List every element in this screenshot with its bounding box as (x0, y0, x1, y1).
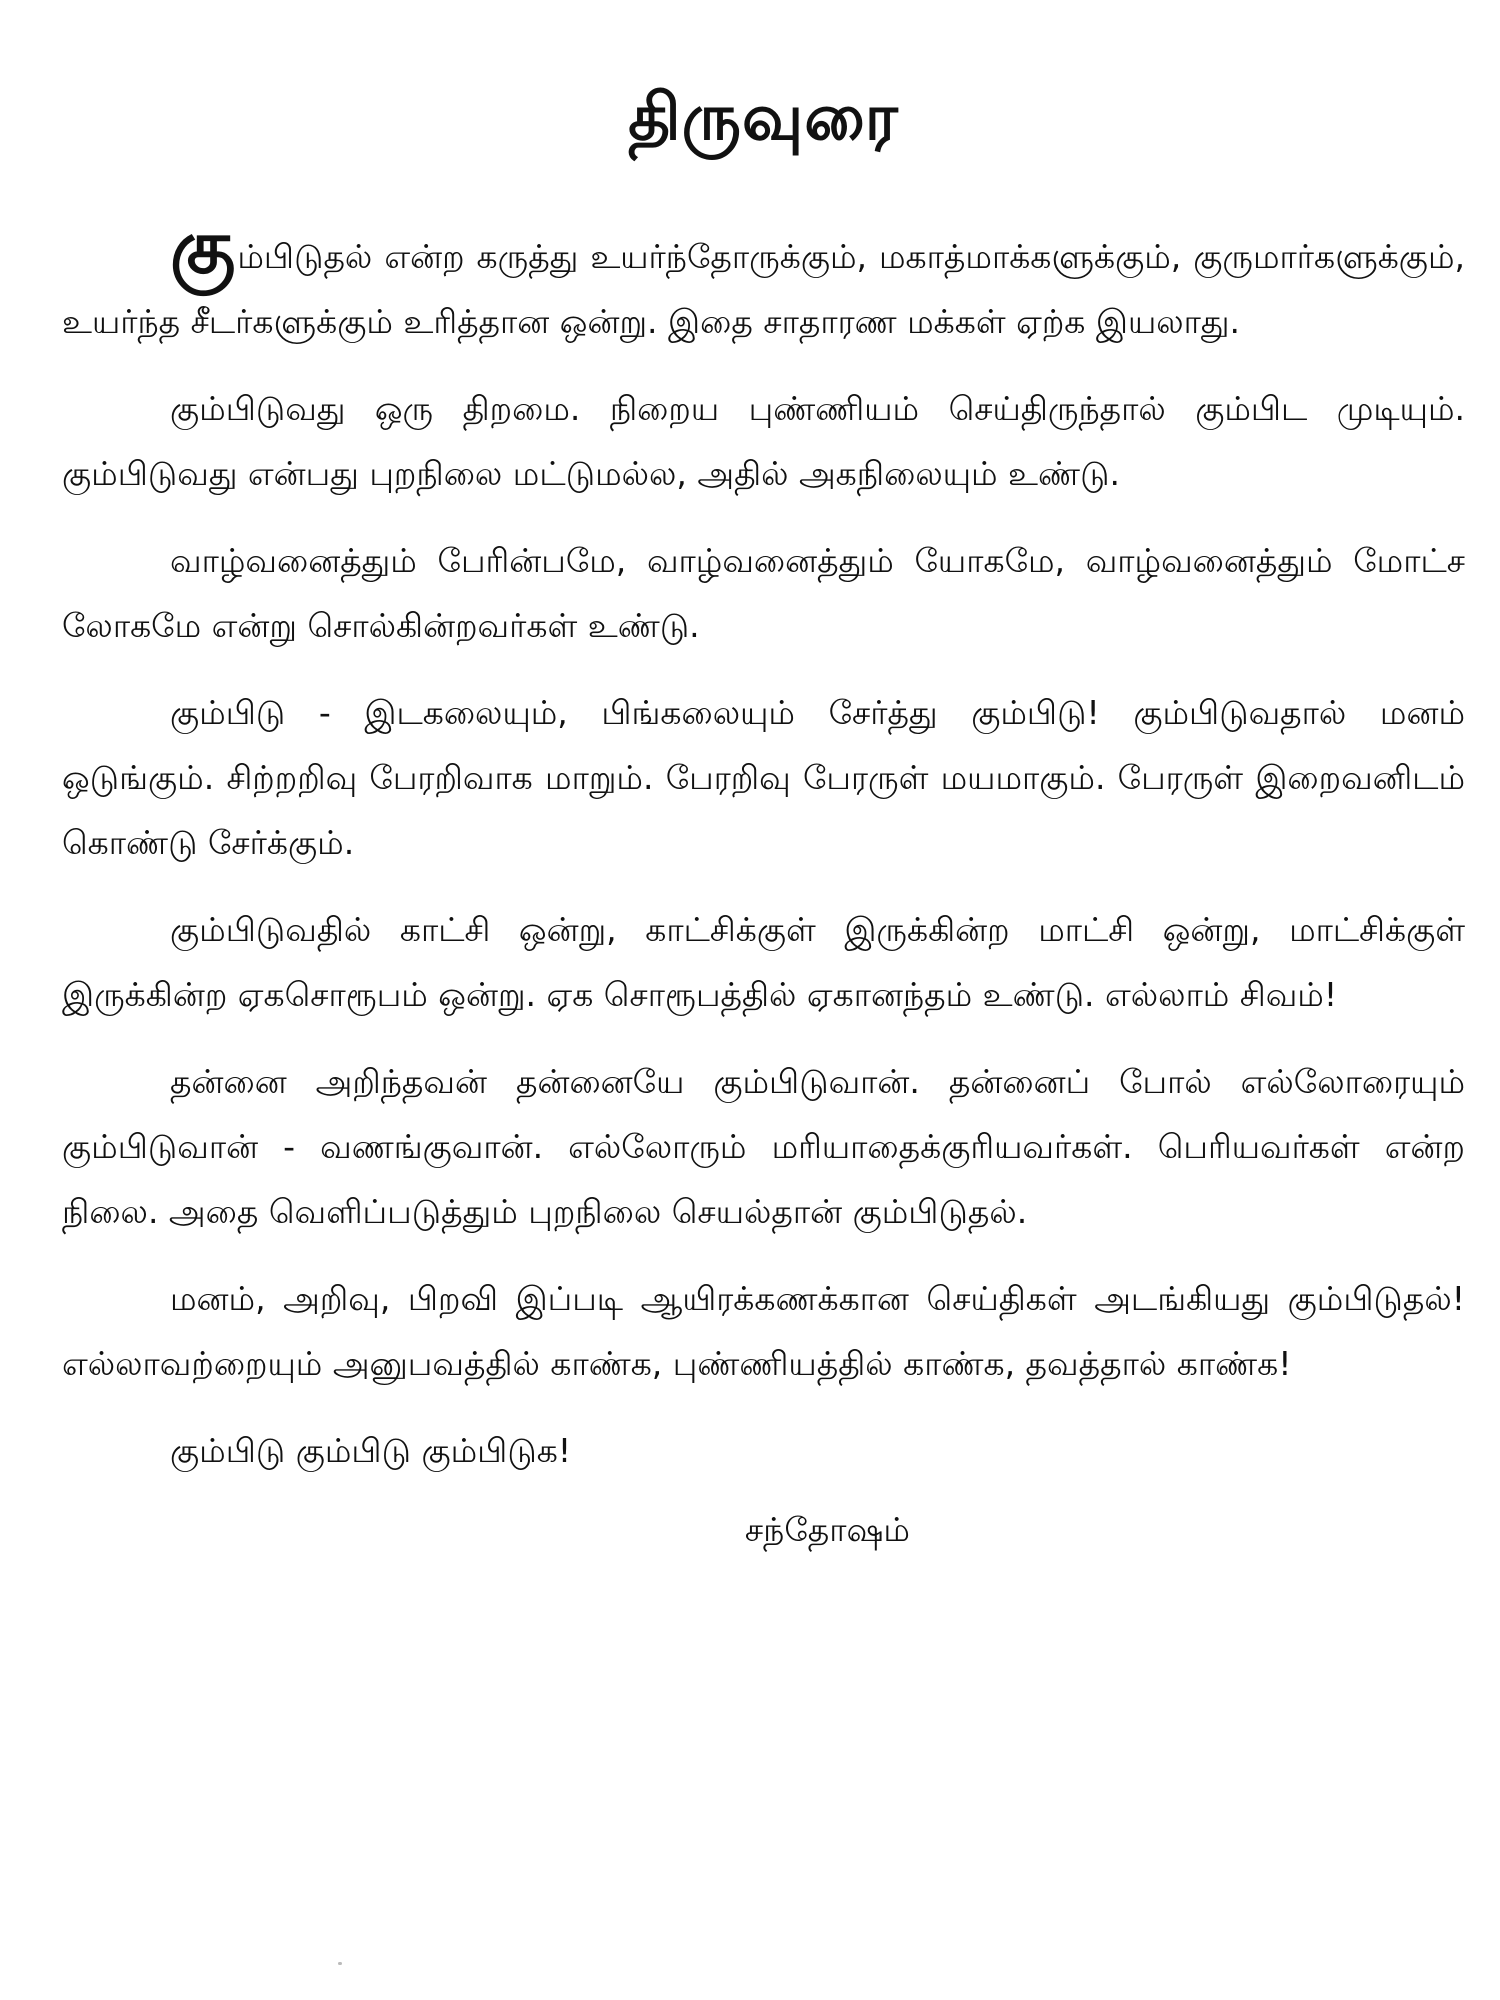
paragraph-7: மனம், அறிவு, பிறவி இப்படி ஆயிரக்கணக்கான செய்திகள் அடங்கியது கும்பிடுதல்! எல்லாவற்றையும் அனுபவத்தில் காண்க, புண்ணியத்தில் காண்க, தவத்தால் காண்க! (62, 1279, 1465, 1383)
page-title: திருவுரை (628, 81, 899, 155)
scan-speck (338, 1962, 342, 1965)
paragraph-1 (62, 204, 1465, 354)
paragraph-3: வாழ்வனைத்தும் பேரின்பமே, வாழ்வனைத்தும் யோகமே, வாழ்வனைத்தும் மோட்ச லோகமே என்று சொல்கின்றவர்கள் உண்டு. (62, 541, 1465, 645)
signature: சந்தோஷம் (744, 1510, 910, 1549)
paragraph-5: கும்பிடுவதில் காட்சி ஒன்று, காட்சிக்குள் இருக்கின்ற மாட்சி ஒன்று, மாட்சிக்குள் இருக்கின்ற ஏகசொரூபம் ஒன்று. ஏக சொரூபத்தில் ஏகானந்தம் உண்டு. எல்லாம் சிவம்! (62, 910, 1465, 1014)
paragraph-6: தன்னை அறிந்தவன் தன்னையே கும்பிடுவான். தன்னைப் போல் எல்லோரையும் கும்பிடுவான் - வணங்குவான். எல்லோரும் மரியாதைக்குரியவர்கள். பெரியவர்கள் என்ற நிலை. அதை வெளிப்படுத்தும் புறநிலை செயல்தான் கும்பிடுதல். (62, 1062, 1465, 1231)
paragraph-1-text: ம்பிடுதல் என்ற கருத்து உயர்ந்தோருக்கும், மகாத்மாக்களுக்கும், குருமார்களுக்கும், உயர்ந்த சீடர்களுக்கும் உரித்தான ஒன்று. இதை சாதாரண மக்கள் ஏற்க இயலாது. (62, 237, 1465, 341)
paragraph-2: கும்பிடுவது ஒரு திறமை. நிறைய புண்ணியம் செய்திருந்தால் கும்பிட முடியும். கும்பிடுவது என்பது புறநிலை மட்டுமல்ல, அதில் அகநிலையும் உண்டு. (62, 389, 1465, 493)
drop-cap: கு (170, 204, 236, 290)
paragraph-4: கும்பிடு - இடகலையும், பிங்கலையும் சேர்த்து கும்பிடு! கும்பிடுவதால் மனம் ஒடுங்கும். சிற்றறிவு பேரறிவாக மாறும். பேரறிவு பேரருள் மயமாகும். பேரருள் இறைவனிடம் கொண்டு சேர்க்கும். (62, 693, 1465, 862)
closing-line: கும்பிடு கும்பிடு கும்பிடுக! (170, 1431, 572, 1470)
